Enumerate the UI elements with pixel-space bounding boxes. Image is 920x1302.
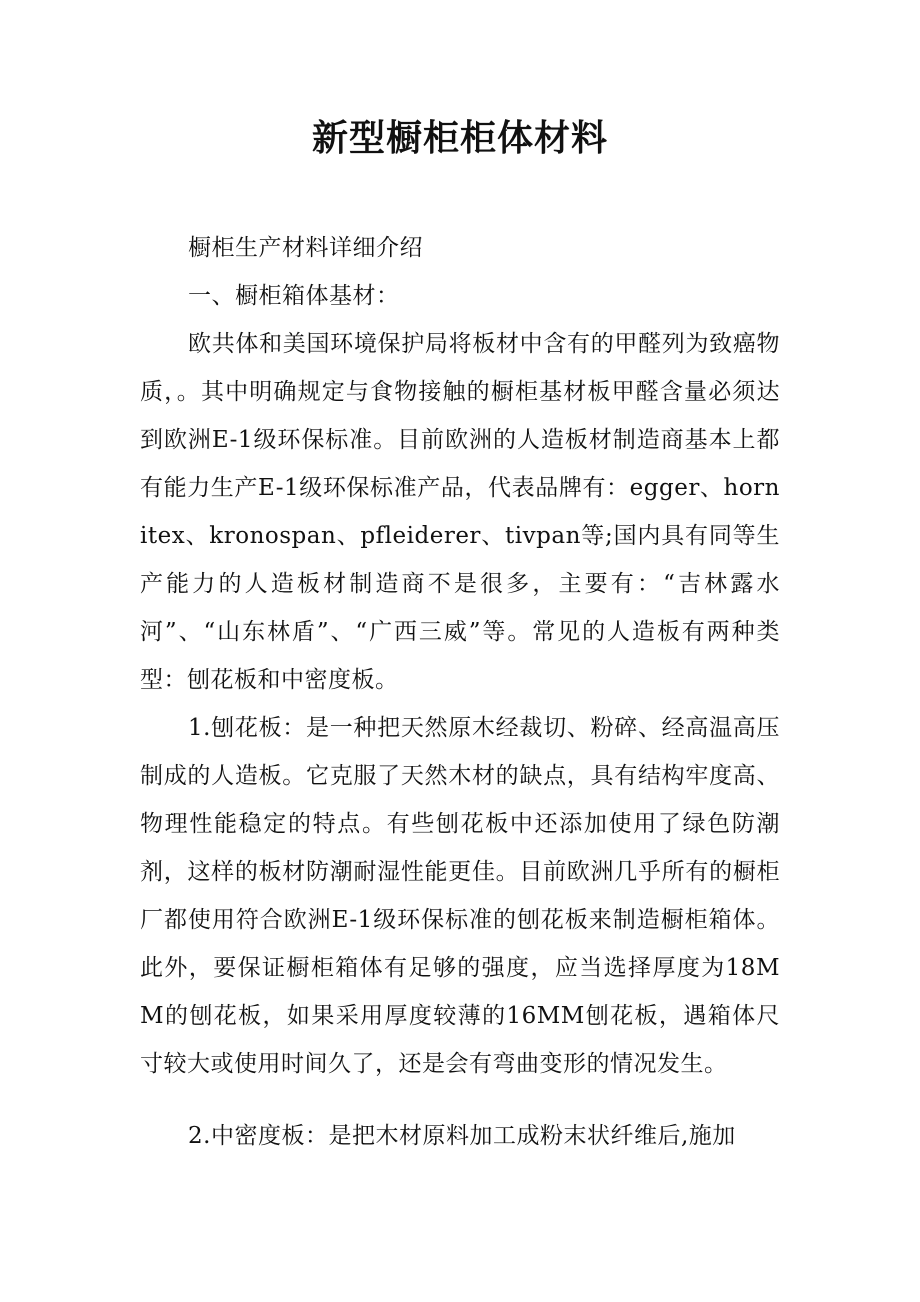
section-heading: 一、橱柜箱体基材：: [188, 283, 400, 309]
paragraph-particleboard: 1.刨花板：是一种把天然原木经裁切、粉碎、经高温高压制成的人造板。它克服了天然木材的缺点，具有结构牢度高、物理性能稳定的特点。有些刨花板中还添加使用了绿色防潮剂，这样的板材防潮耐湿性能更佳。目前欧洲几乎所有的橱柜厂都使用符合欧洲E-1级环保标准的刨花板来制造橱柜箱体。此外，要保证橱柜箱体有足够的强度，应当选择厚度为18MM的刨花板，如果采用厚度较薄的16MM刨花板，遇箱体尺寸较大或使用时间久了，还是会有弯曲变形的情况发生。: [140, 715, 780, 1077]
paragraph-intro: 欧共体和美国环境保护局将板材中含有的甲醛列为致癌物质，。其中明确规定与食物接触的橱柜基材板甲醛含量必须达到欧洲E-1级环保标准。目前欧洲的人造板材制造商基本上都有能力生产E-1级环保标准产品，代表品牌有：egger、hornitex、kronospan、pfleiderer、tivpan等;国内具有同等生产能力的人造板材制造商不是很多，主要有：“吉林露水河”、“山东林盾”、“广西三威”等。常见的人造板有两种类型：刨花板和中密度板。: [140, 331, 780, 693]
paragraph-mdf: 2.中密度板：是把木材原料加工成粉末状纤维后,施加: [188, 1123, 736, 1149]
paragraph-subtitle: 橱柜生产材料详细介绍: [188, 235, 423, 261]
document-title: 新型橱柜柜体材料: [311, 117, 608, 159]
document-body: [140, 224, 780, 1160]
